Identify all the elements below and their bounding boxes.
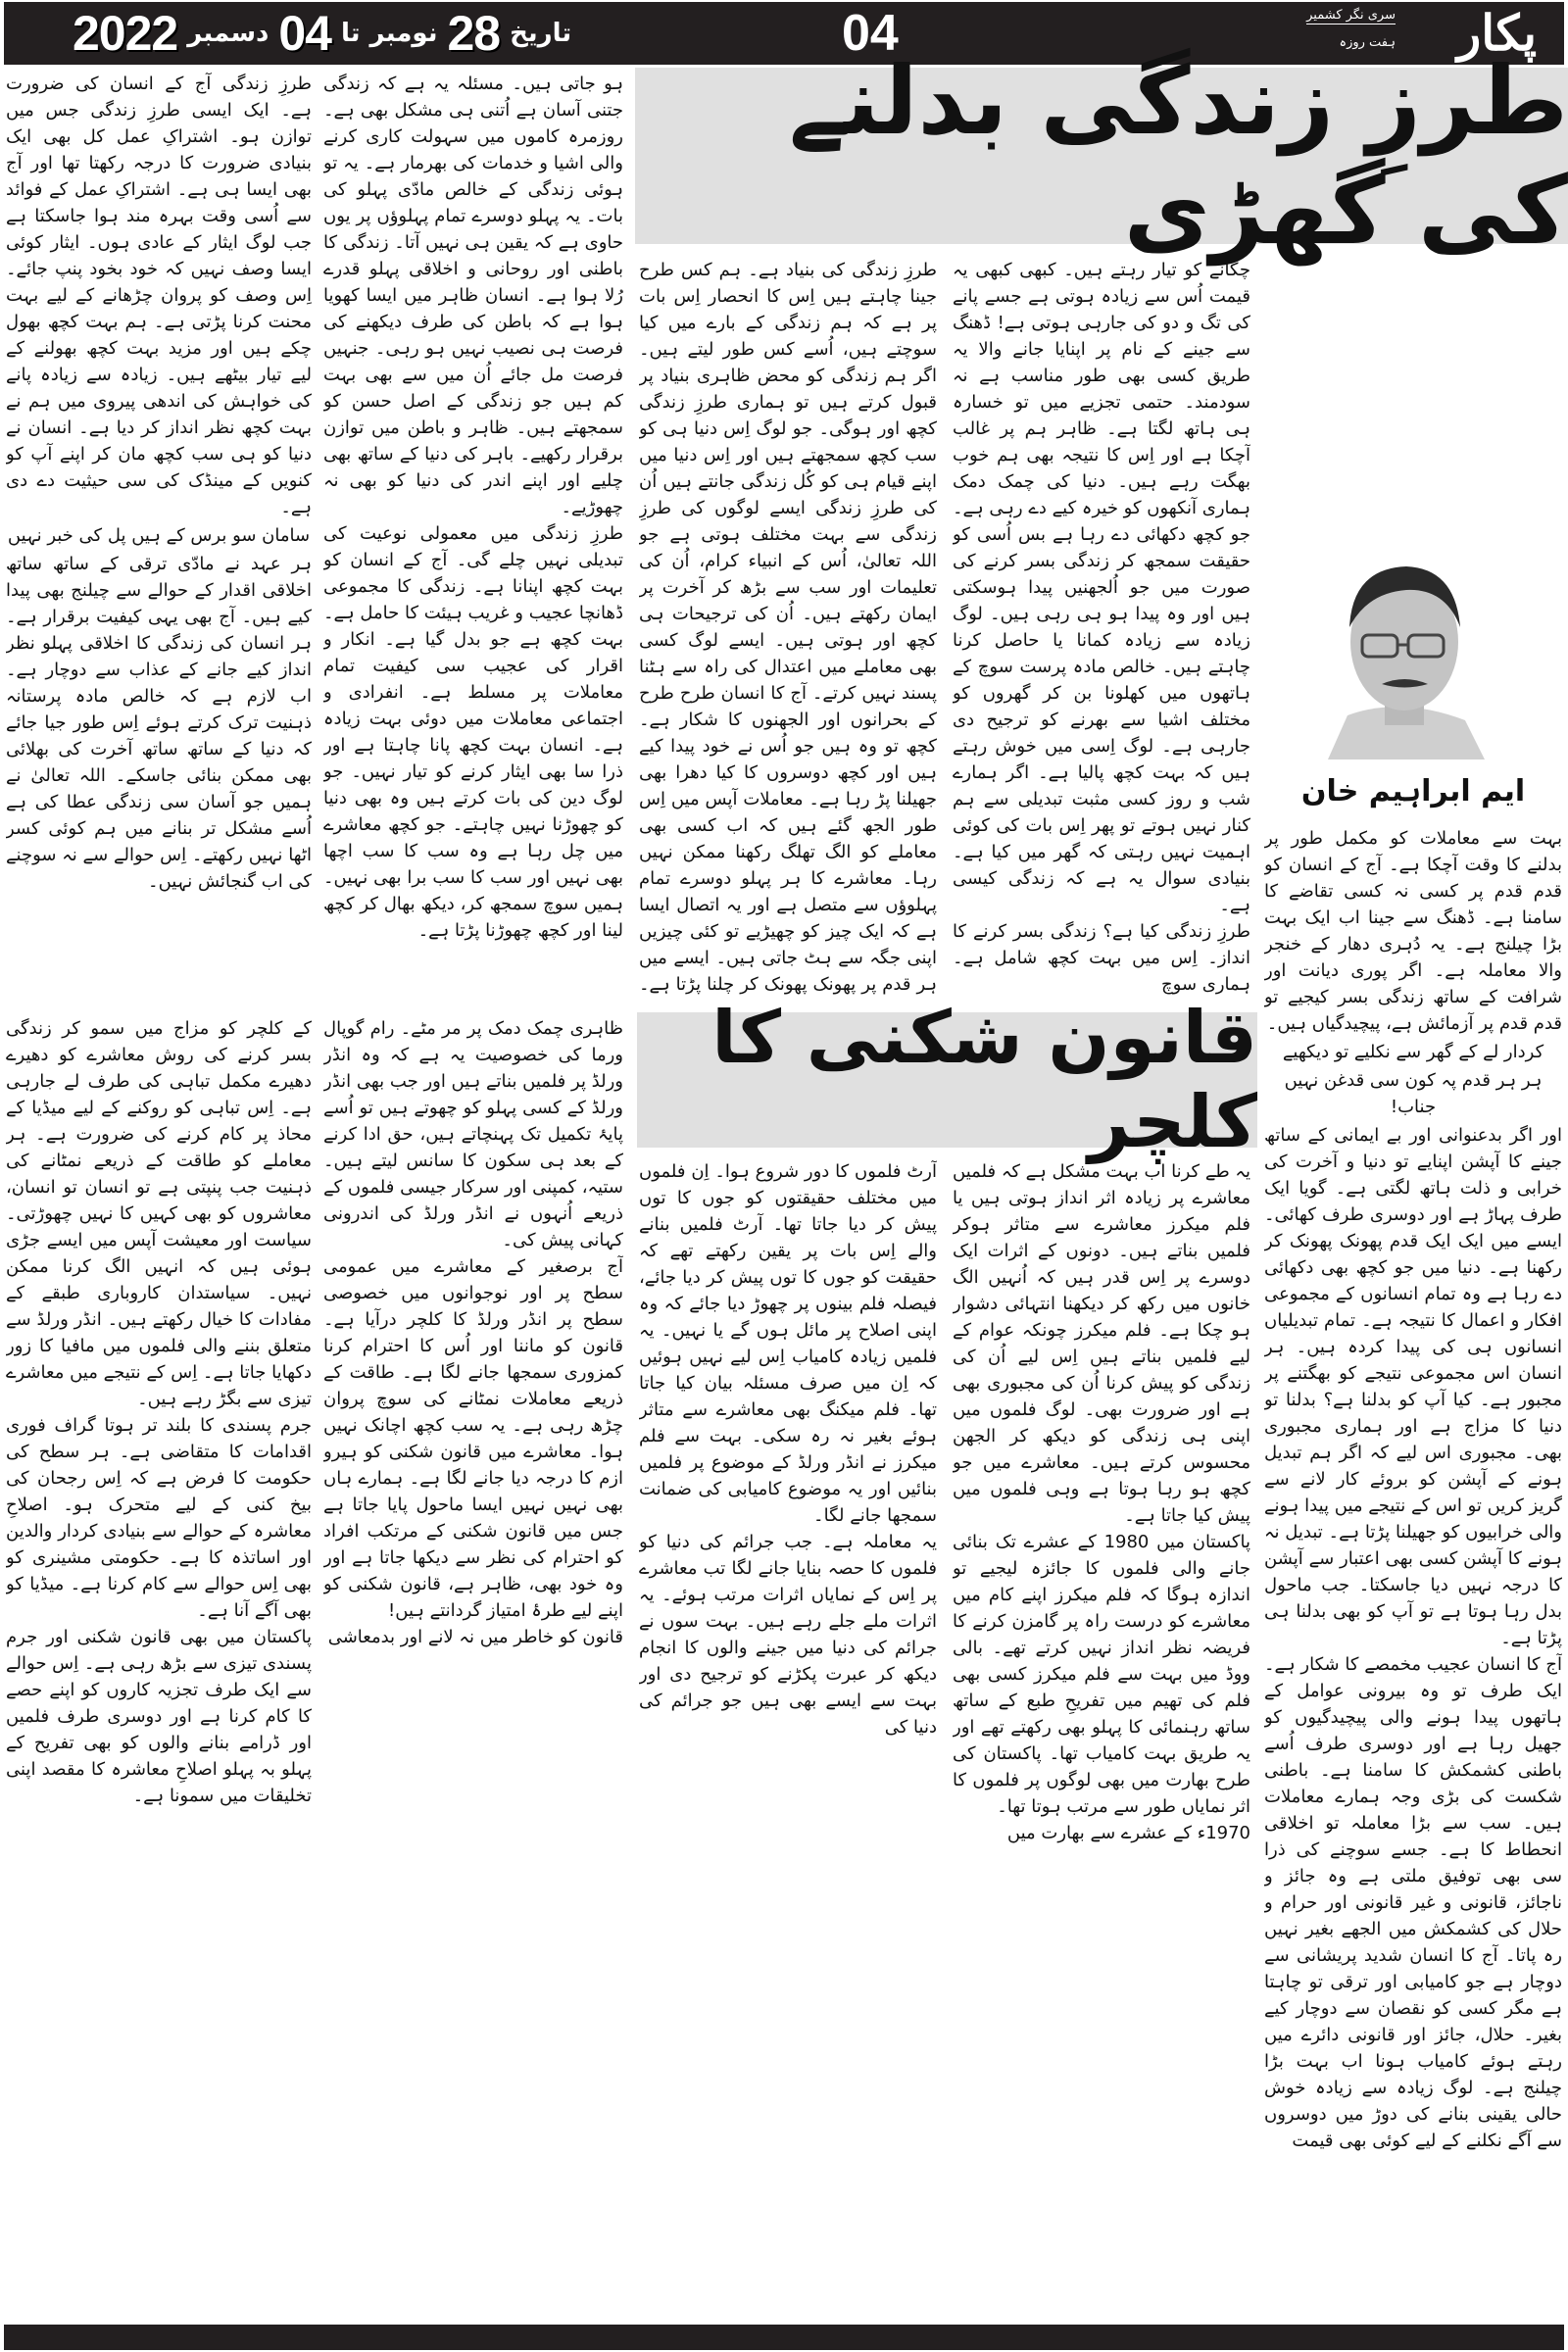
footer-bar (4, 2325, 1564, 2350)
paragraph: آرٹ فلموں کا دور شروع ہوا۔ اِن فلموں میں مختلف حقیقتوں کو جوں کا توں پیش کر دیا جاتا تھا۔ آرٹ فلمیں بنانے والے اِس بات پر یقین رکھتے تھے کہ حقیقت کو جوں کا توں پیش کر دیا جائے، فیصلہ فلم بینوں پر چھوڑ دیا جائے کہ وہ اپنی اصلاح پر مائل ہوں گے یا نہیں۔ یہ فلمیں زیادہ کامیاب اِس لیے نہیں ہوئیں کہ اِن میں صرف مسئلہ بیان کیا جاتا تھا۔ فلم میکنگ بھی معاشرے سے متاثر ہوئے بغیر نہ رہ سکی۔ بہت سے فلم میکرز نے انڈر ورلڈ کے موضوع پر فلمیں بنائیں اور یہ موضوع کامیابی کی ضمانت سمجھا جانے لگا۔ (639, 1161, 937, 1526)
paragraph: ہر عہد نے مادّی ترقی کے ساتھ ساتھ اخلاقی اقدار کے حوالے سے چیلنج بھی پیدا کیے ہیں۔ آج بھی یہی کیفیت برقرار ہے۔ ہر انسان کی زندگی کا اخلاقی پہلو نظر انداز کیے جانے کے عذاب سے دوچار ہے۔ اب لازم ہے کہ خالص مادہ پرستانہ ذہنیت ترک کرتے ہوئے اِس طور جیا جائے کہ دنیا کے ساتھ ساتھ آخرت کی بھلائی بھی ممکن بنائی جاسکے۔ اللہ تعالیٰ نے ہمیں جو آسان سی زندگی عطا کی ہے اُسے مشکل تر بنانے میں ہم کوئی کسر اٹھا نہیں رکھتے۔ اِس حوالے سے نہ سوچنے کی اب گنجائش نہیں۔ (6, 554, 312, 892)
article1-headline-text: طرزِ زندگی بدلنے کی گھڑی (789, 46, 1568, 266)
paragraph: قانون کو خاطر میں نہ لانے اور بدمعاشی (327, 1627, 623, 1647)
article2-headline-text: قانون شکنی کا کلچر (711, 996, 1257, 1164)
article2-headline (637, 996, 1257, 1164)
logo-city: سری نگر کشمیر (1306, 8, 1396, 23)
paragraph: چکانے کو تیار رہتے ہیں۔ کبھی کبھی یہ قیمت اُس سے زیادہ ہوتی ہے جسے پانے کی تگ و دو کی جارہی ہوتی ہے! ڈھنگ سے جینے کے نام پر اپنایا جانے والا یہ طریق کسی بھی طور مناسب ہے نہ سودمند۔ حتمی تجزیے میں تو خسارہ ہی ہاتھ لگتا ہے۔ ظاہر ہم پر غالب آچکا ہے اور اِس کا نتیجہ بھی ہم خوب بھگت رہے ہیں۔ دنیا کی چمک دمک ہماری آنکھوں کو خیرہ کیے دے رہی ہے۔ جو کچھ دکھائی دے رہا ہے بس اُسی کو حقیقت سمجھ کر زندگی بسر کرنے کی صورت میں جو اُلجھنیں پیدا ہوسکتی ہیں اور وہ پیدا ہو ہی رہی ہیں۔ لوگ زیادہ سے زیادہ کمانا یا حاصل کرنا چاہتے ہیں۔ خالص مادہ پرست سوچ کے ہاتھوں میں کھلونا بن کر گھروں کو مختلف اشیا سے بھرنے کو ترجیح دی جارہی ہے۔ لوگ اِسی میں خوش رہتے ہیں کہ بہت کچھ پالیا ہے۔ اگر ہمارے شب و روز کسی مثبت تبدیلی سے ہم کنار نہیں ہوتے تو پھر اِس بات کی کوئی اہمیت نہیں رہتی کہ گھر میں کیا ہے۔ بنیادی سوال یہ ہے کہ زندگی کیسی ہے۔ (953, 260, 1250, 915)
date-end-month: دسمبر (187, 19, 270, 48)
author-byline: ایم ابراہیم خان (1300, 774, 1526, 808)
article1-column-4 (953, 257, 1250, 1002)
article1-headline (635, 46, 1568, 266)
verse-line: سامان سو برس کے ہیں پل کی خبر نہیں (7, 525, 311, 546)
logo-weekly: ہفت روزہ (1339, 35, 1396, 50)
article2-column-2 (323, 1015, 623, 2319)
article1-column-1 (6, 71, 312, 992)
verse-line: ہر ہر قدم پہ کون سی قدغن نہیں جناب! (1284, 1070, 1543, 1117)
article1-column-3 (639, 257, 937, 1002)
logo-name: پکار (1457, 4, 1537, 62)
paragraph: یہ معاملہ ہے۔ جب جرائم کی دنیا کو فلموں کا حصہ بنایا جانے لگا تب معاشرے پر اِس کے نمایاں اثرات مرتب ہوئے۔ یہ اثرات ملے جلے رہے ہیں۔ بہت سوں نے جرائم کی دنیا میں جینے والوں کا انجام دیکھ کر عبرت پکڑنے کو ترجیح دی اور بہت سے ایسے بھی ہیں جو جرائم کی دنیا کی (639, 1532, 937, 1738)
article2-column-1 (6, 1015, 312, 2319)
paragraph: طرزِ زندگی کیا ہے؟ زندگی بسر کرنے کا انداز۔ اِس میں بہت کچھ شامل ہے۔ ہماری سوچ (953, 921, 1250, 995)
article1-column-5 (1264, 825, 1562, 2319)
paragraph: آج کا انسان عجیب مخمصے کا شکار ہے۔ ایک طرف تو وہ بیرونی عوامل کے ہاتھوں پیدا ہونے والی پیچیدگیوں کو جھیل رہا ہے اور دوسری طرف اُسے باطنی کشمکش کا سامنا ہے۔ باطنی شکست کی بڑی وجہ ہمارے معاملات ہیں۔ سب سے بڑا معاملہ تو اخلاقی انحطاط کا ہے۔ جسے سوچنے کی ذرا سی بھی توفیق ملتی ہے وہ جائز و ناجائز، قانونی و غیر قانونی اور حرام و حلال کی کشمکش میں الجھے بغیر نہیں رہ پاتا۔ آج کا انسان شدید پریشانی سے دوچار ہے جو کامیابی اور ترقی تو چاہتا ہے مگر کسی کو نقصان سے دوچار کیے بغیر۔ حلال، جائز اور قانونی دائرے میں رہتے ہوئے کامیاب ہونا اب بہت بڑا چیلنج ہے۔ لوگ زیادہ سے زیادہ خوش حالی یقینی بنانے کی دوڑ میں دوسروں سے آگے نکلنے کے لیے کوئی بھی قیمت (1264, 1654, 1562, 2151)
issue-date (73, 2, 571, 65)
paragraph: آج برصغیر کے معاشرے میں عمومی سطح پر اور نوجوانوں میں خصوصی سطح پر انڈر ورلڈ کا کلچر درآیا ہے۔ قانون کو ماننا اور اُس کا احترام کرنا کمزوری سمجھا جانے لگا ہے۔ طاقت کے ذریعے معاملات نمٹانے کی سوچ پروان چڑھ رہی ہے۔ یہ سب کچھ اچانک نہیں ہوا۔ معاشرے میں قانون شکنی کو ہیرو ازم کا درجہ دیا جانے لگا ہے۔ ہمارے ہاں بھی نہیں نہیں ایسا ماحول پایا جاتا ہے جس میں قانون شکنی کے مرتکب افراد کو احترام کی نظر سے دیکھا جاتا ہے اور وہ خود بھی، ظاہر ہے، قانون شکنی کو اپنے لیے طرۂ امتیاز گردانتے ہیں! (323, 1256, 623, 1621)
date-to: تا (341, 19, 361, 48)
paragraph: کے کلچر کو مزاج میں سمو کر زندگی بسر کرنے کی روش معاشرے کو دھیرے دھیرے مکمل تباہی کی طرف لے جارہی ہے۔ اِس تباہی کو روکنے کے لیے میڈیا کے محاذ پر کام کرنے کی ضرورت ہے۔ ہر معاملے کو طاقت کے ذریعے نمٹانے کی ذہنیت جب پنپتی ہے تو انسان تو انسان، معاشروں کو بھی کہیں کا نہیں چھوڑتی۔ سیاست اور معیشت آپس میں ایسے جڑی ہوئی ہیں کہ انہیں الگ کرنا ممکن نہیں۔ سیاستدان کاروباری طبقے کے مفادات کا خیال رکھتے ہیں۔ انڈر ورلڈ سے متعلق بننے والی فلموں میں مافیا کا زور دکھایا جاتا ہے۔ اِس کے نتیجے میں معاشرے تیزی سے بگڑ رہے ہیں۔ (6, 1018, 312, 1409)
paragraph: بہت سے معاملات کو مکمل طور پر بدلنے کا وقت آچکا ہے۔ آج کے انسان کو قدم قدم پر کسی نہ کسی تقاضے کا سامنا ہے۔ ڈھنگ سے جینا اب ایک بہت بڑا چیلنج ہے۔ یہ دُہری دھار کے خنجر والا معاملہ ہے۔ اگر پوری دیانت اور شرافت کے ساتھ زندگی بسر کیجیے تو قدم قدم پر آزمائش ہے، پیچیدگیاں ہیں۔ (1264, 828, 1562, 1034)
page-number: 04 (842, 5, 899, 62)
author-portrait-icon (1308, 549, 1494, 760)
date-start-day: 28 (447, 6, 501, 61)
paragraph: 1970ء کے عشرے سے بھارت میں (1006, 1823, 1250, 1843)
date-year: 2022 (73, 6, 178, 61)
paragraph: طرزِ زندگی آج کے انسان کی ضرورت ہے۔ ایک ایسی طرزِ زندگی جس میں توازن ہو۔ اشتراکِ عمل کل بھی ایک بنیادی ضرورت کا درجہ رکھتا تھا اور آج بھی ایسا ہی ہے۔ اشتراکِ عمل کے فوائد سے اُسی وقت بہرہ مند ہوا جاسکتا ہے جب لوگ ایثار کے عادی ہوں۔ ایثار کوئی ایسا وصف نہیں کہ خود بخود پنپ جائے۔ اِس وصف کو پروان چڑھانے کے لیے بہت محنت کرنا پڑتی ہے۔ ہم بہت کچھ بھول چکے ہیں اور مزید بہت کچھ بھولنے کے لیے تیار بیٹھے ہیں۔ زیادہ سے زیادہ پانے کی خواہش کی اندھی پیروی میں ہم نے بہت کچھ نظر انداز کر دیا ہے۔ انسان نے دنیا کو ہی سب کچھ مان کر اپنے آپ کو کنویں کے مینڈک کی سی حیثیت دے دی ہے۔ (6, 74, 312, 517)
author-photo (1308, 549, 1494, 760)
paragraph: طرزِ زندگی میں معمولی نوعیت کی تبدیلی نہیں چلے گی۔ آج کے انسان کو بہت کچھ اپنانا ہے۔ زندگی کا مجموعی ڈھانچا عجیب و غریب ہیئت کا حامل ہے۔ بہت کچھ ہے جو بدل گیا ہے۔ انکار و اقرار کی عجیب سی کیفیت تمام معاملات پر مسلط ہے۔ انفرادی و اجتماعی معاملات میں دوئی بہت زیادہ ہے۔ انسان بہت کچھ پانا چاہتا ہے اور ذرا سا بھی ایثار کرنے کو تیار نہیں۔ جو لوگ دین کی بات کرتے ہیں وہ بھی دنیا کو چھوڑنا نہیں چاہتے۔ جو کچھ معاشرے میں چل رہا ہے وہ سب کا سب اچھا بھی نہیں اور سب کا سب برا بھی نہیں۔ ہمیں سوچ سمجھ کر، دیکھ بھال کر کچھ لینا اور کچھ چھوڑنا پڑتا ہے۔ (323, 523, 623, 941)
paragraph: پاکستان میں بھی قانون شکنی اور جرم پسندی تیزی سے بڑھ رہی ہے۔ اِس حوالے سے ایک طرف تجزیہ کاروں کو اپنے حصے کا کام کرنا ہے اور دوسری طرف فلمیں اور ڈرامے بنانے والوں کو بھی تفریح کے پہلو بہ پہلو اصلاحِ معاشرہ کا مقصد اپنی تخلیقات میں سمونا ہے۔ (6, 1627, 312, 1806)
date-start-month: نومبر (369, 19, 438, 48)
paragraph: ہو جاتی ہیں۔ مسئلہ یہ ہے کہ زندگی جتنی آسان ہے اُتنی ہی مشکل بھی ہے۔ روزمرہ کاموں میں سہولت کاری کرنے والی اشیا و خدمات کی بھرمار ہے۔ یہ تو ہوئی زندگی کے خالص مادّی پہلو کی بات۔ یہ پہلو دوسرے تمام پہلوؤں پر یوں حاوی ہے کہ یقین ہی نہیں آتا۔ زندگی کا باطنی اور روحانی و اخلاقی پہلو قدرے رُلا ہوا ہے۔ انسان ظاہر میں ایسا کھویا ہوا ہے کہ باطن کی طرف دیکھنے کی فرصت ہی نصیب نہیں ہو رہی۔ جنہیں فرصت مل جائے اُن میں سے بھی بہت کم ہیں جو زندگی کے اصل حسن کو سمجھتے ہیں۔ ظاہر و باطن میں توازن برقرار رکھیے۔ باہر کی دنیا کے ساتھ بھی چلیے اور اپنے اندر کی دنیا کو بھی نہ چھوڑیے۔ (323, 74, 623, 517)
article1-column-2 (323, 71, 623, 992)
paragraph: طرزِ زندگی کی بنیاد ہے۔ ہم کس طرح جینا چاہتے ہیں اِس کا انحصار اِس بات پر ہے کہ ہم زندگی کے بارے میں کیا سوچتے ہیں، اُسے کس طور لیتے ہیں۔ اگر ہم زندگی کو محض ظاہری بنیاد پر قبول کرتے ہیں تو ہماری طرزِ زندگی کچھ اور ہوگی۔ جو لوگ اِس دنیا ہی کو سب کچھ سمجھتے ہیں اور اِس دنیا میں اپنے قیام ہی کو کُل زندگی جانتے ہیں اُن کی طرزِ زندگی ایسے لوگوں کی طرزِ زندگی سے بہت مختلف ہوتی ہے جو اللہ تعالیٰ، اُس کے انبیاء کرام، اُن کی تعلیمات اور سب سے بڑھ کر آخرت پر ایمان رکھتے ہیں۔ اُن کی ترجیحات ہی کچھ اور ہوتی ہیں۔ ایسے لوگ کسی بھی معاملے میں اعتدال کی راہ سے ہٹنا پسند نہیں کرتے۔ آج کا انسان طرح طرح کے بحرانوں اور الجھنوں کا شکار ہے۔ کچھ تو وہ ہیں جو اُس نے خود پیدا کیے ہیں اور کچھ دوسروں کا کیا دھرا بھی جھیلنا پڑ رہا ہے۔ معاملات آپس میں اِس طور الجھ گئے ہیں کہ اب کسی بھی معاملے کو الگ تھلگ رکھنا ممکن نہیں رہا۔ معاشرے کا ہر پہلو دوسرے تمام پہلوؤں سے متصل ہے اور یہ اتصال ایسا ہے کہ ایک چیز کو چھیڑیے تو کئی چیزیں اپنی جگہ سے ہٹ جاتی ہیں۔ ایسے میں ہر قدم پر پھونک پھونک کر چلنا پڑتا ہے۔ (639, 260, 937, 995)
article2-column-4 (953, 1158, 1250, 2319)
paragraph: یہ طے کرنا اب بہت مشکل ہے کہ فلمیں معاشرے پر زیادہ اثر انداز ہوتی ہیں یا فلم میکرز معاشرے سے متاثر ہوکر فلمیں بناتے ہیں۔ دونوں کے اثرات ایک دوسرے پر اِس قدر ہیں کہ اُنہیں الگ خانوں میں رکھ کر دیکھنا انتہائی دشوار ہو چکا ہے۔ فلم میکرز چونکہ عوام کے لیے فلمیں بناتے ہیں اِس لیے اُن کی زندگی کو پیش کرنا اُن کی مجبوری بھی ہے اور ضرورت بھی۔ لوگ فلموں میں اپنی ہی زندگی کو دیکھ کر الجھن محسوس کرتے ہیں۔ معاشرے میں جو کچھ ہو رہا ہوتا ہے وہی فلموں میں پیش کیا جاتا ہے۔ (953, 1161, 1250, 1526)
paragraph: ظاہری چمک دمک پر مر مٹے۔ رام گوپال ورما کی خصوصیت یہ ہے کہ وہ انڈر ورلڈ پر فلمیں بناتے ہیں اور جب بھی انڈر ورلڈ کے کسی پہلو کو چھوتے ہیں تو اُسے پایۂ تکمیل تک پہنچاتے ہیں، حق ادا کرنے کے بعد ہی سکون کا سانس لیتے ہیں۔ ستیہ، کمپنی اور سرکار جیسی فلموں کے ذریعے اُنہوں نے انڈر ورلڈ کی اندرونی کہانی پیش کی۔ (323, 1018, 623, 1250)
article2-column-3 (639, 1158, 937, 2319)
date-end-day: 04 (278, 6, 331, 61)
paragraph: پاکستان میں 1980 کے عشرے تک بنائی جانے والی فلموں کا جائزہ لیجیے تو اندازہ ہوگا کہ فلم میکرز اپنے کام میں معاشرے کو درست راہ پر گامزن کرنے کا فریضہ نظر انداز نہیں کرتے تھے۔ بالی ووڈ میں بہت سے فلم میکرز کسی بھی فلم کی تھیم میں تفریحِ طبع کے ساتھ ساتھ رہنمائی کا پہلو بھی رکھتے تھے اور یہ طریق بہت کامیاب تھا۔ پاکستان کی طرح بھارت میں بھی لوگوں پر فلموں کا اثر نمایاں طور سے مرتب ہوتا تھا۔ (953, 1532, 1250, 1817)
paragraph: جرم پسندی کا بلند تر ہوتا گراف فوری اقدامات کا متقاضی ہے۔ ہر سطح کی حکومت کا فرض ہے کہ اِس رجحان کی بیخ کنی کے لیے متحرک ہو۔ اصلاحِ معاشرہ کے حوالے سے بنیادی کردار والدین اور اساتذہ کا ہے۔ حکومتی مشینری کو بھی اِس حوالے سے کام کرنا ہے۔ میڈیا کو بھی آگے آنا ہے۔ (6, 1415, 312, 1621)
paragraph: اور اگر بدعنوانی اور بے ایمانی کے ساتھ جینے کا آپشن اپنایے تو دنیا و آخرت کی خرابی و ذلت ہاتھ لگتی ہے۔ گویا ایک طرف پہاڑ ہے اور دوسری طرف کھائی۔ ایسے میں ایک ایک قدم پھونک پھونک کر رکھنا ہے۔ دنیا میں جو کچھ بھی دکھائی دے رہا ہے وہ تمام انسانوں کے مجموعی افکار و اعمال کا نتیجہ ہے۔ تمام تبدیلیاں انسانوں ہی کی پیدا کردہ ہیں۔ ہر انسان اس مجموعی نتیجے کو بھگتنے پر مجبور ہے۔ کیا آپ کو بدلنا ہے؟ بدلنا تو دنیا کا مزاج ہے اور ہماری مجبوری بھی۔ مجبوری اس لیے کہ اگر ہم تبدیل ہونے کے آپشن کو بروئے کار لانے سے گریز کریں تو اس کے نتیجے میں پیدا ہونے والی خرابیوں کو جھیلنا پڑتا ہے۔ تبدیل نہ ہونے کا آپشن کسی بھی اعتبار سے آپشن کا درجہ نہیں دیا جاسکتا۔ جب ماحول بدل رہا ہوتا ہے تو آپ کو بھی بدلنا ہی پڑتا ہے۔ (1264, 1125, 1562, 1648)
verse-line: کردار لے کے گھر سے نکلیے تو دیکھیے (1282, 1042, 1544, 1062)
date-label: تاریخ (510, 19, 572, 48)
